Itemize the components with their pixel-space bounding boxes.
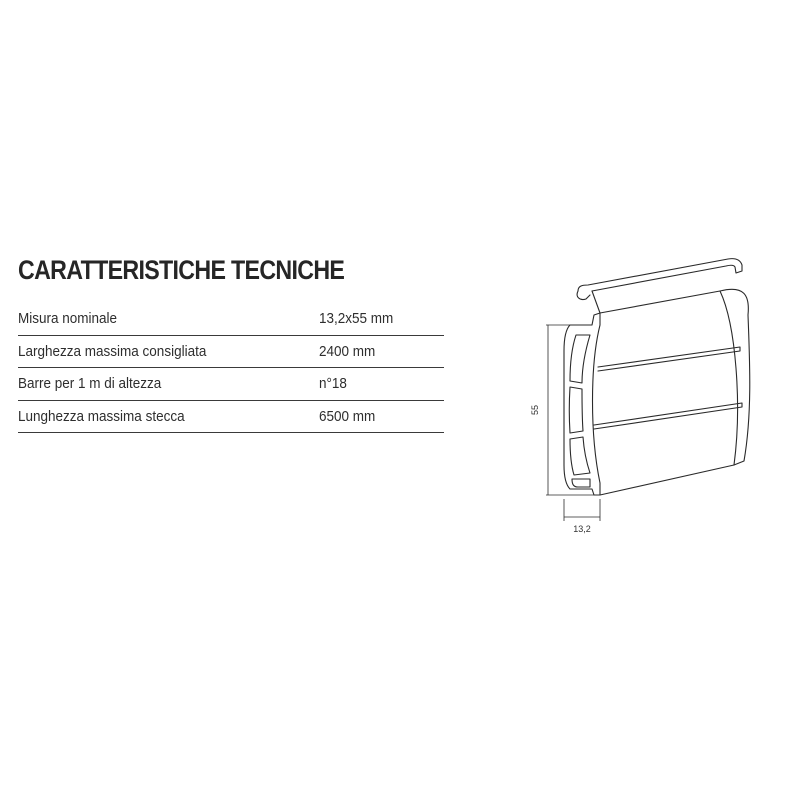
spec-label: Barre per 1 m di altezza — [18, 375, 162, 392]
spec-label: Larghezza massima consigliata — [18, 342, 207, 360]
spec-label: Lunghezza massima stecca — [18, 407, 185, 425]
spec-value: n°18 — [319, 375, 347, 392]
specs-table — [18, 303, 444, 433]
spec-label: Misura nominale — [18, 310, 118, 327]
dimension-width-label: 13,2 — [573, 524, 591, 534]
slat-profile-drawing — [520, 255, 770, 545]
slat-back-edge — [720, 289, 750, 465]
spec-value: 2400 mm — [319, 342, 376, 360]
slat-chamber-1 — [570, 335, 590, 383]
slat-front-face — [600, 291, 738, 495]
spec-value: 13,2x55 mm — [319, 310, 394, 327]
slat-chamber-2 — [569, 387, 583, 433]
slat-profile-svg — [520, 255, 770, 545]
spec-row-larghezza — [18, 336, 444, 369]
slat-groove-2 — [594, 403, 742, 429]
slat-chamber-3 — [570, 437, 590, 475]
spec-value: 6500 mm — [319, 407, 376, 425]
spec-row-barre — [18, 368, 444, 401]
dimension-height-label: 55 — [530, 404, 540, 416]
slat-bottom-hook — [572, 479, 590, 487]
page-title: CARATTERISTICHE TECNICHE — [18, 255, 345, 285]
spec-row-lunghezza — [18, 401, 444, 434]
slat-hook-curl — [577, 291, 590, 300]
spec-row-misura — [18, 303, 444, 336]
slat-top-hook — [578, 259, 742, 291]
slat-groove-1 — [598, 347, 740, 371]
